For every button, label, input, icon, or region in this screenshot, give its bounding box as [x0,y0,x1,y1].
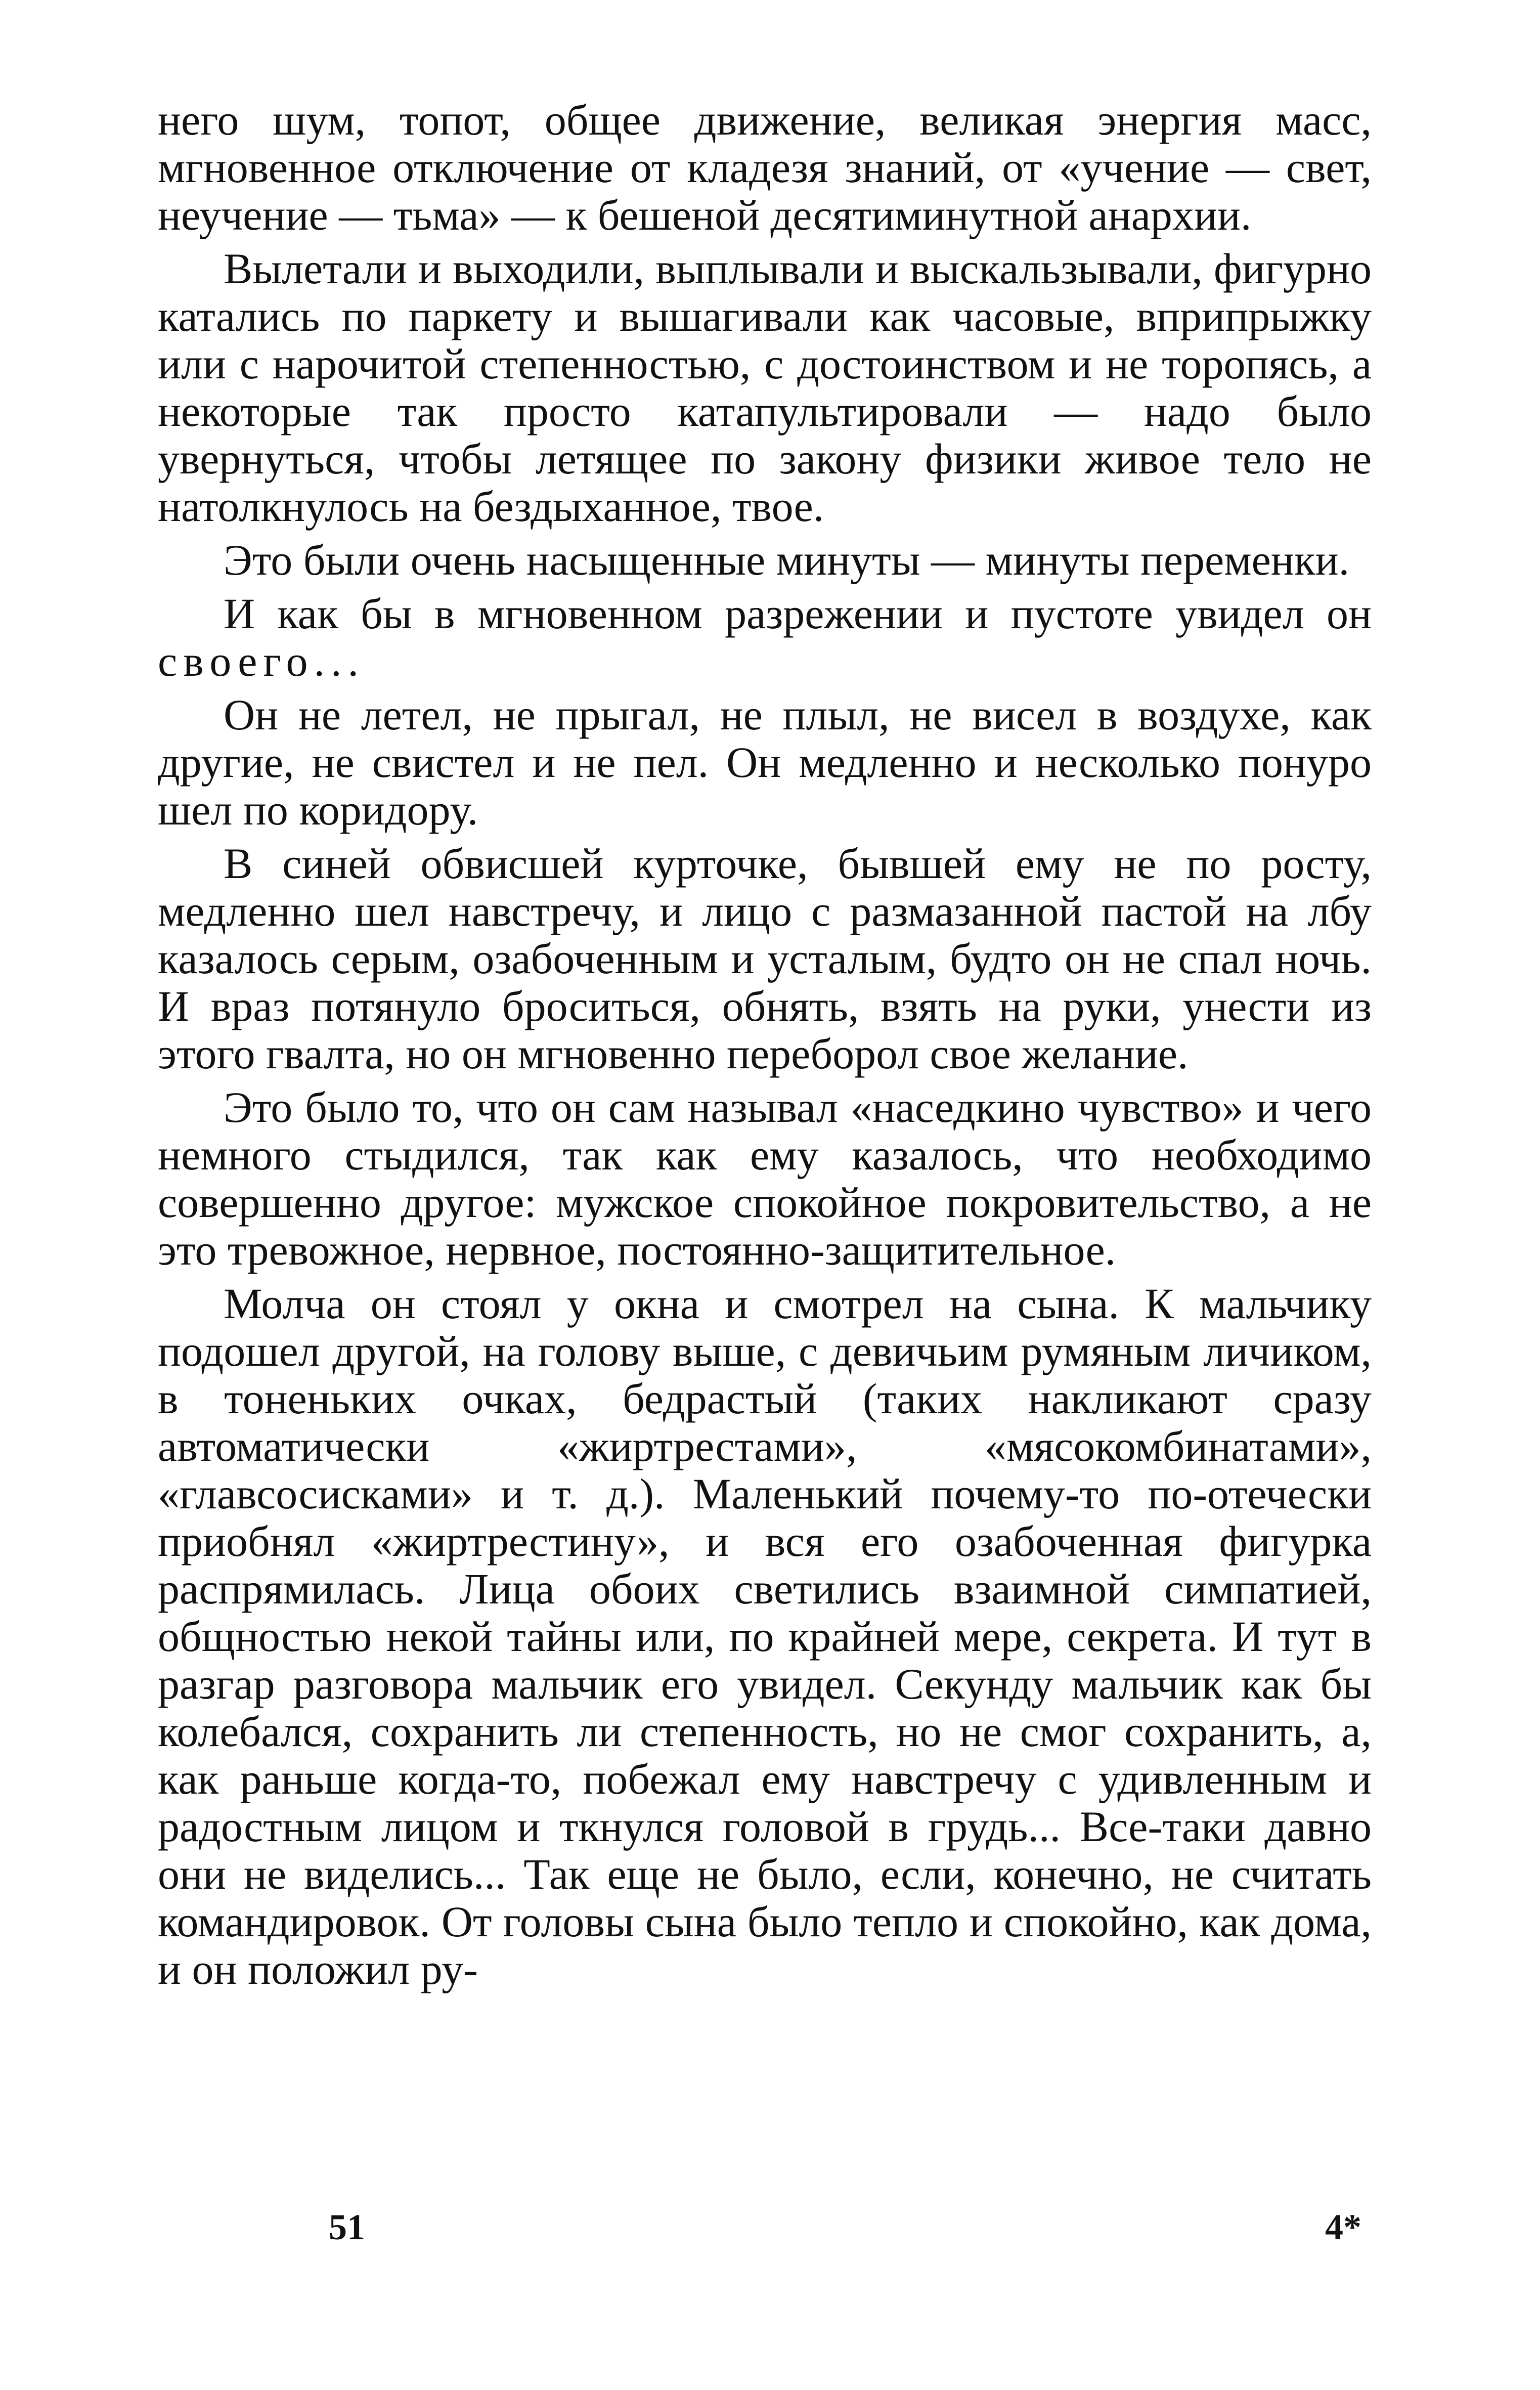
paragraph-continuation: него шум, топот, общее движение, великая энергия масс, мгновенное отключение от кладезя знаний, от «учение — свет, неучение — тьма» — к бешеной десятиминутной анархии. [158,96,1372,239]
paragraph: Это были очень насыщенные минуты — минуты переменки. [224,536,1350,584]
signature-mark: 4* [1325,2207,1361,2247]
paragraph [158,590,1372,685]
paragraph: Вылетали и выходили, выплывали и выскальзывали, фигурно катались по паркету и вышагивали как часовые, вприпрыжку или с нарочитой степенностью, с достоинством и не торопясь, а некоторые так просто катапультировали — надо было увернуться, чтобы летящее по закону физики живое тело не натолкнулось на бездыханное, твое. [158,244,1372,531]
paragraph-text: И как бы в мгновенном разрежении и пустоте увидел он [224,589,1372,638]
paragraph: Он не летел, не прыгал, не плыл, не висел в воздухе, как другие, не свистел и не пел. Он медленно и несколько понуро шел по коридору. [158,690,1372,834]
paragraph: Молча он стоял у окна и смотрел на сына. К мальчику подошел другой, на голову выше, с девичьим румяным личиком, в тоненьких очках, бедрастый (таких накликают сразу автоматически «жиртрестами», «мясокомбинатами», «главсосисками» и т. д.). Маленький почему-то по-отечески приобнял «жиртрестину», и вся его озабоченная фигурка распрямилась. Лица обоих светились взаимной симпатией, общностью некой тайны или, по крайней мере, секрета. И тут в разгар разговора мальчик его увидел. Секунду мальчик как бы колебался, сохранить ли степенность, но не смог сохранить, а, как раньше когда-то, побежал ему навстречу с удивленным и радостным лицом и ткнулся головой в грудь... Все-таки давно они не виделись... Так еще не было, если, конечно, не считать командировок. От головы сына было тепло и спокойно, как дома, и он положил ру- [158,1279,1372,1993]
paragraph: В синей обвисшей курточке, бывшей ему не по росту, медленно шел навстречу, и лицо с размазанной пастой на лбу казалось серым, озабоченным и усталым, будто он не спал ночь. И враз потянуло броситься, обнять, взять на руки, унести из этого гвалта, но он мгновенно переборол свое желание. [158,839,1372,1078]
paragraph: Это было то, что он сам называл «наседкино чувство» и чего немного стыдился, так как ему казалось, что необходимо совершенно другое: мужское спокойное покровительство, а не это тревожное, нервное, постоянно-защитительное. [158,1083,1372,1274]
spaced-emphasis: своего... [158,637,365,685]
body-text [158,96,1372,1999]
page-number: 51 [329,2207,365,2247]
